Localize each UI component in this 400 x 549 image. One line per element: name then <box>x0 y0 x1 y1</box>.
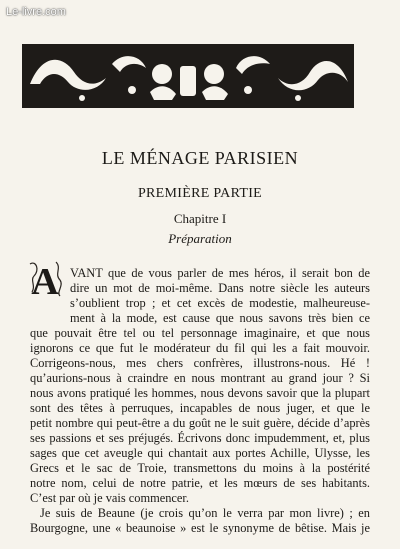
text-line: sont des têtes à perruques, incapables de nous juger, et que le <box>30 401 370 415</box>
watermark: Le-livre.com <box>6 6 66 18</box>
text-line: qu’aurions-nous à craindre en nous montrant au grand jour ? Si <box>30 371 370 385</box>
drop-cap-letter: A <box>31 261 59 300</box>
text-line: ment à la mode, est cause que nous savons très bien ce <box>70 311 370 325</box>
text-line: Je suis de Beaune (je crois qu’on le verra par mon livre) ; en <box>40 506 370 520</box>
text-line: que pouvait être tel ou tel personnage imaginaire, et que nous <box>30 326 370 340</box>
text-line: ses passions et ses préjugés. Écrivons donc impudemment, et, plus <box>30 431 370 445</box>
part-heading: PREMIÈRE PARTIE <box>137 186 263 201</box>
text-line: C’est par où je vais commencer. <box>30 491 189 505</box>
text-line: ignorons ce que fut le modérateur du fil qui les a fait mouvoir. <box>30 341 370 355</box>
text-line: sages que cet aveugle qui chantait aux portes Achille, Ulysse, les <box>30 446 370 460</box>
text-line: notre nom, celui de notre patrie, et les mœurs de ses habitants. <box>30 476 370 490</box>
text-line: petit nombre qui peut-être a du goût ne le suit guère, décide d’après <box>30 416 370 430</box>
text-line: VANT que de vous parler de mes héros, il serait bon de <box>70 266 370 280</box>
page-title: LE MÉNAGE PARISIEN <box>101 148 299 168</box>
text-line: Grecs et le sac de Troie, transmettons du moins à la postérité <box>30 461 370 475</box>
text-line: dire un mot de moi-même. Dans notre siècle les auteurs <box>70 281 370 295</box>
decorative-headpiece <box>22 44 354 108</box>
text-line: Bourgogne, une « beaunoise » est le synonyme de bêtise. Mais je <box>30 521 370 535</box>
text-line: s’oublient trop ; et cet excès de modestie, malheureuse- <box>70 296 370 310</box>
chapter-heading: Chapitre I <box>173 211 227 226</box>
chapter-subtitle: Préparation <box>168 231 232 246</box>
text-line: nous avons pratiqué les hommes, nous devons savoir que la plupart <box>30 386 370 400</box>
drop-cap <box>26 258 64 300</box>
text-line: Corrigeons-nous, mes chers confrères, illustrons-nous. Hé ! <box>30 356 370 370</box>
